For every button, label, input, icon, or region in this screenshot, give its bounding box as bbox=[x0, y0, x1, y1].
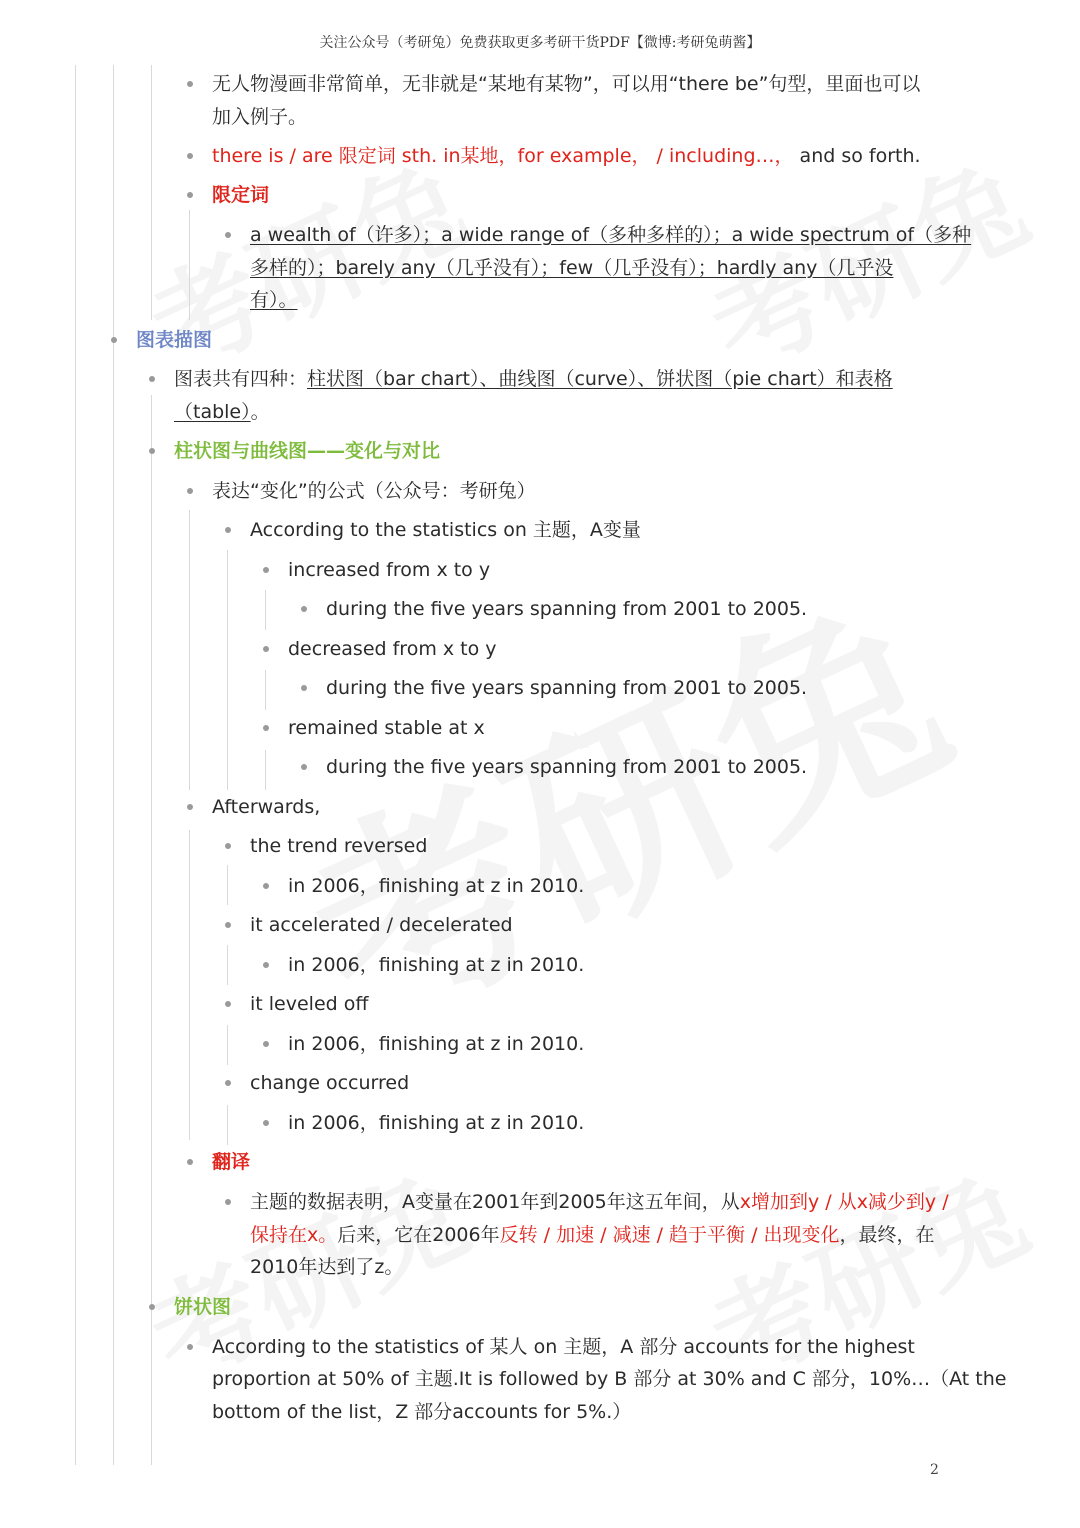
text-line: According to the statistics of 某人 on 主题，A 部分 accounts for the highest bbox=[212, 1336, 915, 1358]
text-line: 加入例子。 bbox=[212, 106, 308, 128]
text-span: 主题的数据表明，A变量在2001年到2005年这五年间，从 bbox=[250, 1191, 740, 1213]
outline-guide bbox=[227, 945, 228, 985]
text-line: According to the statistics on 主题，A变量 bbox=[250, 519, 641, 541]
bullet bbox=[225, 1199, 231, 1205]
bullet bbox=[187, 153, 193, 159]
bullet bbox=[187, 804, 193, 810]
section-heading: 限定词 bbox=[212, 184, 270, 206]
text-span: 图表共有四种： bbox=[174, 368, 308, 390]
outline-guide bbox=[265, 670, 266, 710]
red-text: 保持在x。 bbox=[250, 1224, 338, 1246]
text-span: 后来，它在2006年 bbox=[337, 1224, 500, 1246]
bullet bbox=[225, 1080, 231, 1086]
outline-guide bbox=[227, 1105, 228, 1145]
bullet bbox=[149, 448, 155, 454]
text-line: Afterwards, bbox=[212, 796, 321, 818]
text-line: proportion at 50% of 主题.It is followed by B 部分 at 30% and C 部分，10%…（At the bbox=[212, 1368, 1007, 1390]
text-line bbox=[174, 363, 893, 396]
text-span: and so forth. bbox=[793, 145, 921, 167]
bullet bbox=[149, 376, 155, 382]
bullet bbox=[187, 488, 193, 494]
bullet bbox=[225, 1001, 231, 1007]
text-line: 多样的）；barely any（几乎没有）；few（几乎没有）；hardly any（几乎没 bbox=[250, 257, 894, 279]
text-line: during the five years spanning from 2001 to 2005. bbox=[326, 598, 808, 620]
outline-guide bbox=[227, 865, 228, 905]
bullet bbox=[111, 337, 117, 343]
outline-guide bbox=[227, 550, 228, 790]
text-line: a wealth of（许多）；a wide range of（多种多样的）；a wide spectrum of（多种 bbox=[250, 224, 972, 246]
bullet bbox=[225, 527, 231, 533]
red-text: x增加到y / 从x减少到y / bbox=[739, 1191, 949, 1213]
text-span: 。 bbox=[250, 401, 270, 423]
text-line: the trend reversed bbox=[250, 835, 428, 857]
text-line bbox=[212, 140, 921, 173]
bullet bbox=[301, 685, 307, 691]
bullet bbox=[187, 192, 193, 198]
bullet bbox=[263, 883, 269, 889]
section-heading: 翻译 bbox=[212, 1151, 251, 1173]
bullet bbox=[187, 1344, 193, 1350]
page-header: 关注公众号（考研兔）免费获取更多考研干货PDF【微博:考研兔萌酱】 bbox=[319, 35, 761, 51]
text-line: it accelerated / decelerated bbox=[250, 914, 513, 936]
text-line: it leveled off bbox=[250, 993, 369, 1015]
text-line: change occurred bbox=[250, 1072, 410, 1094]
bullet bbox=[263, 646, 269, 652]
section-heading: 柱状图与曲线图——变化与对比 bbox=[174, 440, 441, 462]
text-line: 无人物漫画非常简单，无非就是“某地有某物”，可以用“there be”句型，里面也可以 bbox=[212, 73, 921, 95]
page-number: 2 bbox=[930, 1462, 939, 1478]
bullet bbox=[225, 843, 231, 849]
outline-guide bbox=[227, 1025, 228, 1065]
bullet bbox=[301, 764, 307, 770]
outline-guide bbox=[113, 65, 114, 1465]
bullet bbox=[187, 1159, 193, 1165]
text-line: increased from x to y bbox=[288, 559, 491, 581]
outline-guide bbox=[189, 830, 190, 1140]
text-span: ，最终，在 bbox=[839, 1224, 935, 1246]
text-line: decreased from x to y bbox=[288, 638, 497, 660]
bullet bbox=[263, 1120, 269, 1126]
underlined-text: 柱状图（bar chart）、曲线图（curve）、饼状图（pie chart）和表格 bbox=[307, 368, 893, 390]
text-line: remained stable at x bbox=[288, 717, 485, 739]
bullet bbox=[149, 1304, 155, 1310]
bullet bbox=[187, 81, 193, 87]
text-line: in 2006，finishing at z in 2010. bbox=[288, 875, 585, 897]
outline-guide bbox=[151, 65, 152, 320]
text-line: in 2006，finishing at z in 2010. bbox=[288, 954, 585, 976]
outline-guide bbox=[189, 510, 190, 790]
section-heading: 饼状图 bbox=[174, 1296, 232, 1318]
bullet bbox=[225, 232, 231, 238]
text-line: during the five years spanning from 2001 to 2005. bbox=[326, 677, 808, 699]
bullet bbox=[301, 606, 307, 612]
text-line bbox=[174, 396, 270, 429]
text-line: in 2006，finishing at z in 2010. bbox=[288, 1112, 585, 1134]
bullet bbox=[263, 962, 269, 968]
red-text: 反转 / 加速 / 减速 / 趋于平衡 / 出现变化 bbox=[499, 1224, 840, 1246]
text-line: bottom of the list，Z 部分accounts for 5%.） bbox=[212, 1401, 632, 1423]
section-heading: 图表描图 bbox=[136, 329, 213, 351]
text-line bbox=[250, 1219, 935, 1252]
text-line: 2010年达到了z。 bbox=[250, 1256, 404, 1278]
outline-guide bbox=[265, 590, 266, 630]
bullet bbox=[263, 725, 269, 731]
outline-guide bbox=[189, 210, 190, 320]
text-line bbox=[250, 1186, 949, 1219]
text-line: 表达“变化”的公式（公众号：考研兔） bbox=[212, 480, 536, 502]
red-text: there is / are 限定词 sth. in某地，for example， / including…， bbox=[212, 145, 794, 167]
outline-guide bbox=[265, 750, 266, 790]
bullet bbox=[225, 922, 231, 928]
text-line: in 2006，finishing at z in 2010. bbox=[288, 1033, 585, 1055]
outline-guide bbox=[75, 65, 76, 1465]
underlined-text: （table） bbox=[174, 401, 251, 423]
text-line: during the five years spanning from 2001 to 2005. bbox=[326, 756, 808, 778]
text-line: 有）。 bbox=[250, 289, 298, 311]
bullet bbox=[263, 567, 269, 573]
bullet bbox=[263, 1041, 269, 1047]
